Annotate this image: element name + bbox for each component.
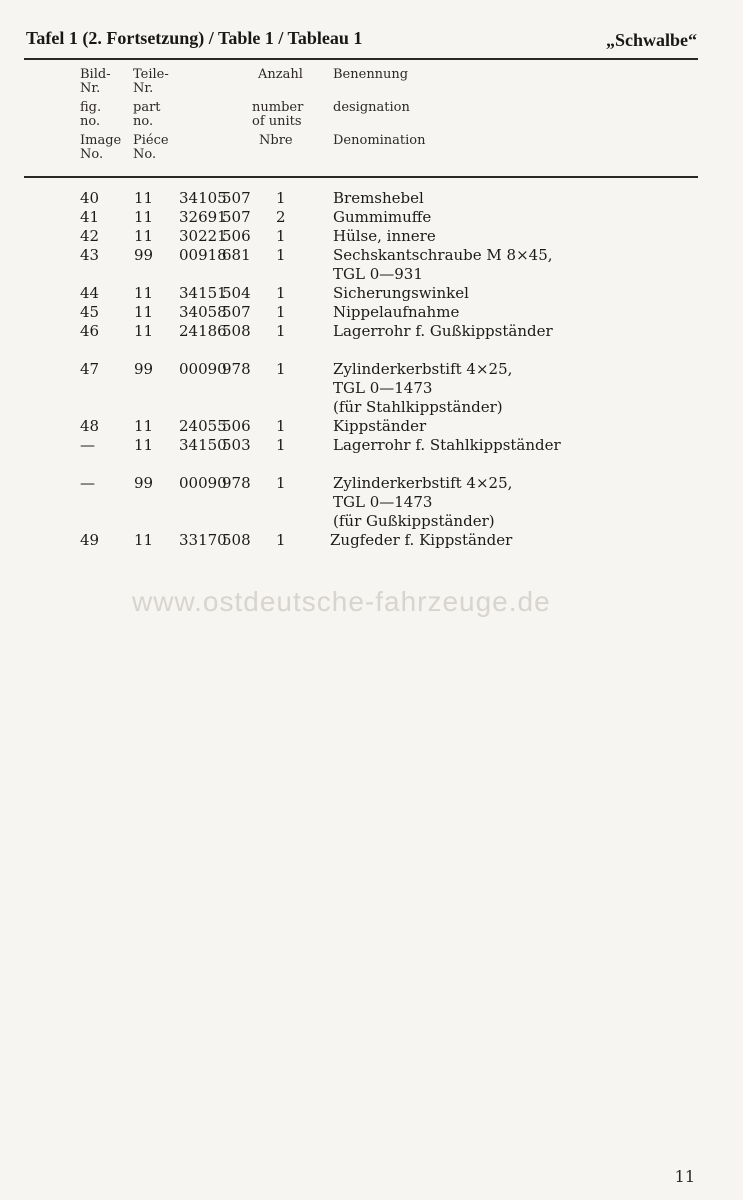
part-number-suffix: 978 <box>222 360 251 378</box>
designation: Nippelaufnahme <box>333 303 460 321</box>
fig-number: 47 <box>80 360 100 378</box>
part-number-main: 30221 <box>179 227 227 245</box>
col-header-fig: fig. no. <box>80 100 102 129</box>
fig-number: — <box>80 474 95 492</box>
fig-number: 41 <box>80 208 100 226</box>
part-number-main: 32691 <box>179 208 227 226</box>
part-number-suffix: 506 <box>222 417 251 435</box>
quantity: 1 <box>276 303 286 321</box>
part-number-prefix: 11 <box>134 208 154 226</box>
top-rule <box>24 58 698 60</box>
table-title: Tafel 1 (2. Fortsetzung) / Table 1 / Tableau 1 <box>26 28 363 48</box>
designation: Zugfeder f. Kippständer <box>330 531 513 549</box>
col-header-teile: Teile- Nr. <box>133 67 169 96</box>
designation: Lagerrohr f. Stahlkippständer <box>333 436 561 454</box>
fig-number: 48 <box>80 417 100 435</box>
part-number-suffix: 504 <box>222 284 251 302</box>
col-header-designation: designation <box>333 100 410 115</box>
part-number-suffix: 681 <box>222 246 251 264</box>
part-number-main: 00090 <box>179 360 227 378</box>
designation: Zylinderkerbstift 4×25, TGL 0—1473 (für Gußkippständer) <box>333 474 513 530</box>
part-number-suffix: 506 <box>222 227 251 245</box>
part-number-main: 33170 <box>179 531 227 549</box>
part-number-main: 34150 <box>179 436 227 454</box>
part-number-prefix: 11 <box>134 322 154 340</box>
fig-number: 40 <box>80 189 100 207</box>
col-header-anzahl: Anzahl <box>258 67 303 82</box>
part-number-suffix: 507 <box>222 189 251 207</box>
col-header-nbre: Nbre <box>259 133 293 148</box>
part-number-prefix: 11 <box>134 436 154 454</box>
col-header-part: part no. <box>133 100 161 129</box>
designation: Lagerrohr f. Gußkippständer <box>333 322 553 340</box>
fig-number: 49 <box>80 531 100 549</box>
part-number-prefix: 11 <box>134 284 154 302</box>
col-header-bild: Bild- Nr. <box>80 67 111 96</box>
col-header-benennung: Benennung <box>333 67 409 82</box>
designation: Zylinderkerbstift 4×25, TGL 0—1473 (für Stahlkippständer) <box>333 360 513 416</box>
fig-number: — <box>80 436 95 454</box>
designation: Bremshebel <box>333 189 424 207</box>
col-header-denomination: Denomination <box>333 133 426 148</box>
part-number-main: 00090 <box>179 474 227 492</box>
fig-number: 43 <box>80 246 100 264</box>
designation: Gummimuffe <box>333 208 432 226</box>
part-number-prefix: 99 <box>134 474 154 492</box>
part-number-suffix: 978 <box>222 474 251 492</box>
quantity: 1 <box>276 189 286 207</box>
fig-number: 42 <box>80 227 100 245</box>
model-name: „Schwalbe“ <box>605 30 697 50</box>
part-number-prefix: 11 <box>134 303 154 321</box>
part-number-prefix: 99 <box>134 360 154 378</box>
quantity: 1 <box>276 227 286 245</box>
part-number-main: 24055 <box>179 417 227 435</box>
quantity: 1 <box>276 417 286 435</box>
col-header-image: Image No. <box>80 133 122 162</box>
designation: Kippständer <box>333 417 427 435</box>
header-rule <box>24 176 698 178</box>
part-number-suffix: 508 <box>222 322 251 340</box>
page-number: 11 <box>674 1167 695 1186</box>
part-number-main: 34151 <box>179 284 227 302</box>
part-number-main: 34105 <box>179 189 227 207</box>
designation: Hülse, innere <box>333 227 436 245</box>
quantity: 1 <box>276 246 286 264</box>
quantity: 1 <box>276 360 286 378</box>
part-number-suffix: 507 <box>222 303 251 321</box>
quantity: 1 <box>276 284 286 302</box>
fig-number: 46 <box>80 322 100 340</box>
quantity: 2 <box>276 208 286 226</box>
quantity: 1 <box>276 474 286 492</box>
part-number-main: 24186 <box>179 322 227 340</box>
designation: Sicherungswinkel <box>333 284 469 302</box>
fig-number: 44 <box>80 284 100 302</box>
part-number-suffix: 508 <box>222 531 251 549</box>
quantity: 1 <box>276 322 286 340</box>
part-number-main: 00918 <box>179 246 227 264</box>
col-header-piece: Piéce No. <box>133 133 169 162</box>
col-header-number: number of units <box>252 100 304 129</box>
part-number-suffix: 503 <box>222 436 251 454</box>
quantity: 1 <box>276 436 286 454</box>
fig-number: 45 <box>80 303 100 321</box>
part-number-prefix: 11 <box>134 227 154 245</box>
part-number-prefix: 11 <box>134 531 154 549</box>
designation: Sechskantschraube M 8×45, TGL 0—931 <box>333 246 553 283</box>
part-number-suffix: 507 <box>222 208 251 226</box>
watermark: www.ostdeutsche-fahrzeuge.de <box>132 586 551 617</box>
part-number-prefix: 11 <box>134 189 154 207</box>
quantity: 1 <box>276 531 286 549</box>
part-number-prefix: 11 <box>134 417 154 435</box>
part-number-prefix: 99 <box>134 246 154 264</box>
part-number-main: 34058 <box>179 303 227 321</box>
